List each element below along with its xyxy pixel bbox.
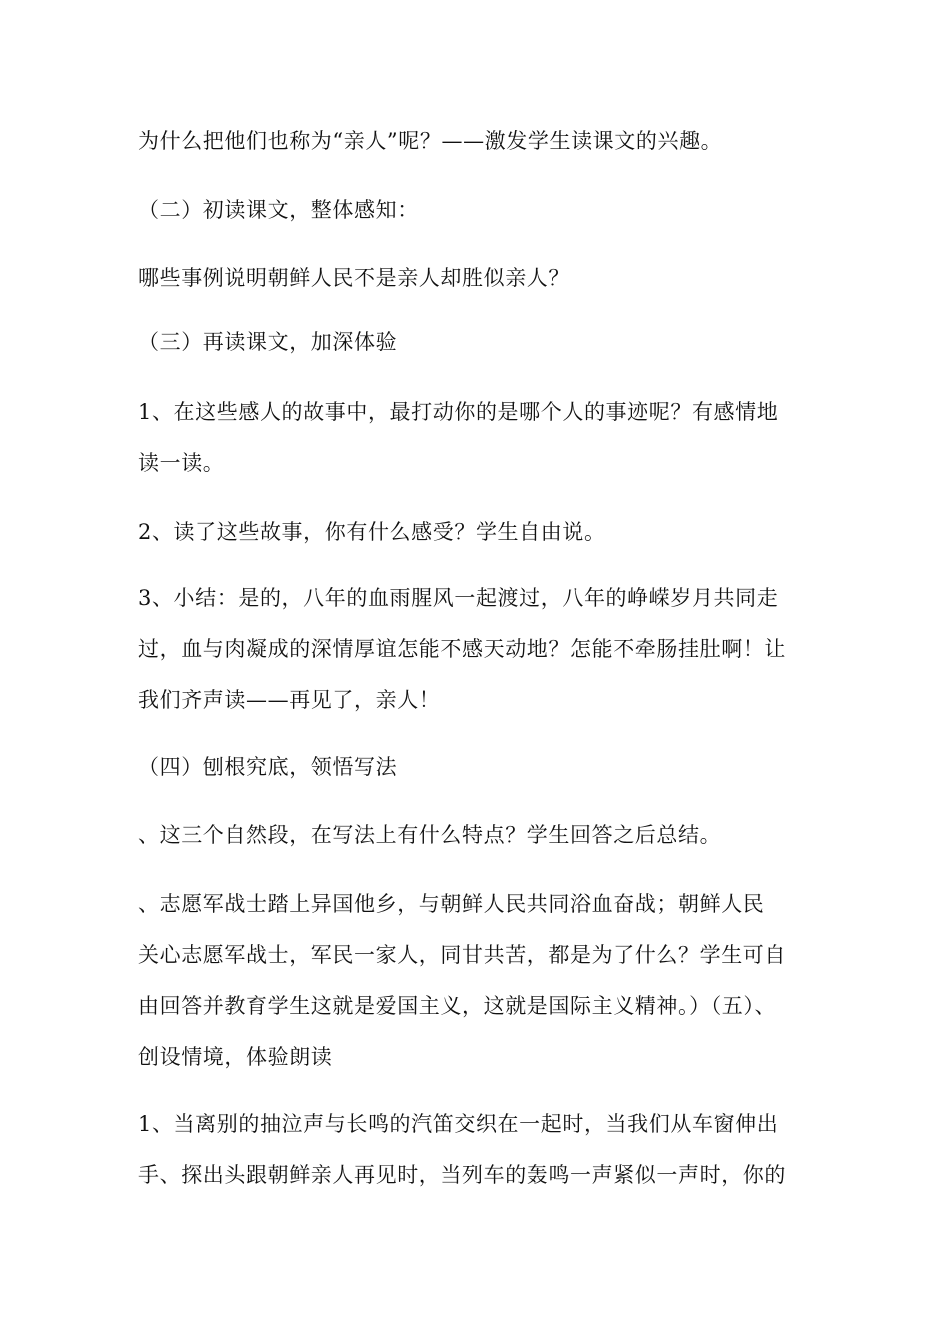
- text-line: 1、在这些感人的故事中，最打动你的是哪个人的事迹呢？有感情地: [138, 400, 779, 424]
- text-line: 2、读了这些故事，你有什么感受？学生自由说。: [138, 520, 606, 544]
- section-heading: （三）再读课文，加深体验: [138, 330, 398, 354]
- text-line: 为什么把他们也称为“亲人”呢？——激发学生读课文的兴趣。: [138, 129, 723, 153]
- text-line: 、这三个自然段，在写法上有什么特点？学生回答之后总结。: [138, 823, 722, 847]
- text-line: 手、探出头跟朝鲜亲人再见时，当列车的轰鸣一声紧似一声时，你的: [138, 1163, 786, 1187]
- text-line: 、志愿军战士踏上异国他乡，与朝鲜人民共同浴血奋战；朝鲜人民: [138, 892, 765, 916]
- section-heading: （四）刨根究底，领悟写法: [138, 755, 398, 779]
- section-heading: （二）初读课文，整体感知：: [138, 198, 419, 222]
- text-line: 3、小结：是的，八年的血雨腥风一起渡过，八年的峥嵘岁月共同走: [138, 586, 779, 610]
- text-line: 过，血与肉凝成的深情厚谊怎能不感天动地？怎能不牵肠挂肚啊！让: [138, 637, 786, 661]
- text-line: 由回答并教育学生这就是爱国主义，这就是国际主义精神。）（五）、: [138, 994, 777, 1018]
- text-line: 1、当离别的抽泣声与长鸣的汽笛交织在一起时，当我们从车窗伸出: [138, 1112, 779, 1136]
- text-line: 关心志愿军战士，军民一家人，同甘共苦，都是为了什么？学生可自: [138, 943, 786, 967]
- text-line: 读一读。: [138, 451, 225, 475]
- text-line: 我们齐声读——再见了，亲人！: [138, 688, 441, 712]
- text-line: 哪些事例说明朝鲜人民不是亲人却胜似亲人？: [138, 266, 570, 290]
- text-line: 创设情境，体验朗读: [138, 1045, 333, 1069]
